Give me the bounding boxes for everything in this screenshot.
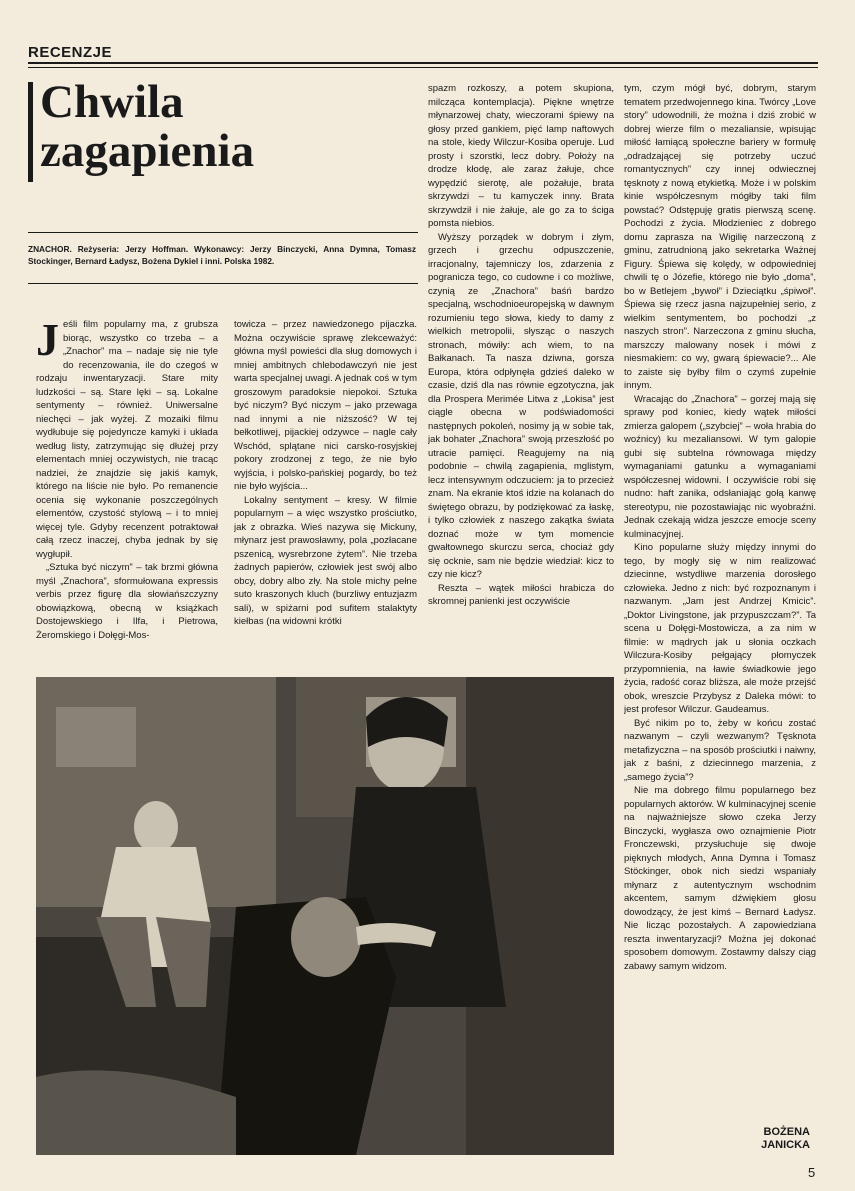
paragraph: Wracając do „Znachora” – gorzej mają się sprawy pod koniec, kiedy wątek miłości zmierza galopem („szybciej” – woła hrabia do woźnicy) ku mezaliansowi. W tym galopie gubi się subtelna równowaga między wymaganiami gatunku a wymaganiami współczesnej widowni. I oczywiście robi się nudno: haft zanika, odsłaniając gołą kanwę stereotypu, nie pozostawiając nic wyobraźni. Jednak czekają widza jeszcze emocje sceny kulminacyjnej. [624, 393, 816, 540]
author-last-name: JANICKA [761, 1139, 810, 1151]
paragraph: tym, czym mógł być, dobrym, starym tematem przedwojennego kina. Twórcy „Love story” udowodnili, że można i dziś zrobić w dobrej wierze film o mezaliansie, wpisując miłość łamiącą społeczne bariery w formułę „odradzającej się potrzeby uczuć romantycznych” czy innej odwiecznej tęsknoty z nową etykietką. Może i w polskim kinie współczesnym mógłby taki film powstać? Odstępuję gratis pierwszą scenę. Pochodzi z życia. Młodzieniec z dobrego domu zaprasza na Wigilię narzeczoną z gminu, zatrudnioną jako sekretarka Ważnej Figury. Śpiewa się kolędy, w odpowiedniej chwili tę o Józefie, którego nie było „doma”, bo w Betlejem „bywoł” i Dzieciątku „śpiwoł”. Śpiewa się rzecz jasna najzupełniej serio, z wielkim sentymentem, bo pochodzi „z naszych stron”. Narzeczona z gminu słucha, marszczy malowany nosek i mówi z niesmakiem: co wy, gwarą śpiewacie?... Ale to zaiste się byłby film o czymś zupełnie innym. [624, 83, 816, 391]
paragraph: Kino popularne służy między innymi do tego, by mogły się w nim realizować dziecinne, wstydliwe marzenia dorosłego człowieka. Jedno z nich: być rozpoznanym i nazwanym. „Jam jest Andrzej Kmicic”. „Doktor Livingstone, jak przypuszczam?”. Ta scena u Dołęgi-Mostowicza, a za nim w filmie: w mądrych jak u słonia oczkach Wilczura-Kosiby pełgający płomyczek przypomnienia, na ławie świadkowie jego życia, radość coraz bliższa, ale może przejść obok, wreszcie Przybysz z Daleka mówi: to jest profesor Wilczur. Gaudeamus. [624, 542, 816, 715]
paragraph: Reszta – wątek miłości hrabicza do skromnej panienki jest oczywiście [428, 582, 614, 607]
headline-rule [28, 232, 418, 233]
header-rule-thin [28, 67, 818, 68]
author-byline [730, 1126, 810, 1152]
paragraph: Nie ma dobrego filmu popularnego bez popularnych aktorów. W kulminacyjnej scenie na najważniejsze słowo czeka Jerzy Binczycki, wygłasza owo oznajmienie Piotr Fronczewski, przysłuchuje się dwoje pięknych młodych, Anna Dymna i Tomasz Stöckinger, obok nich siedzi wspaniały młynarz z autentycznym wschodnim akcentem, samym dźwiękiem głosu dowodzący, że jest kimś – Bernard Ładysz. Nie licząc pozostałych. A zapowiedziana reszta inwentaryzacji? Można jej dokonać sposobem domowym. Zostawmy dalszy ciąg zabawy samym widzom. [624, 785, 816, 972]
header-rule [28, 62, 818, 64]
paragraph: towicza – przez nawiedzonego pijaczka. Można oczywiście sprawę zlekceważyć: główna myśl powieści dla sług domowych i mniej ambitnych chlebodawczyń nie jest warta specjalnej uwagi. A jednak coś w tym groszowym paradoksie niepokoi. Sztuka być niczym? Być niczym – jako przewaga nad innymi a nie niższość? W tej bełkotliwej, pijackiej odzywce – nagle cały Wschód, splątane nici carsko-rosyjskiej pokory zrodzonej z tego, że nie było wyjścia, i polsko-pańskiej pogardy, bo też nie było wyjścia... [234, 319, 417, 492]
column-4 [624, 82, 816, 1122]
headline-line-1: Chwila [40, 76, 184, 128]
column-3 [428, 82, 614, 672]
film-still-photo [36, 677, 614, 1155]
paragraph: „Sztuka być niczym” – tak brzmi główna myśl „Znachora”, sformułowana expressis verbis przez figurę dla słowiańszczyzny obowiązkową, obecną w książkach Dostojewskiego i Ilfa, i Pietrowa, Żeromskiego i Dołęgi-Mos- [36, 562, 218, 641]
film-title: ZNACHOR. [28, 244, 72, 254]
article-headline [40, 78, 430, 176]
drop-cap: J [36, 318, 59, 365]
film-credits [28, 243, 416, 267]
credits-rule [28, 283, 418, 284]
author-first-name: BOŻENA [763, 1126, 810, 1138]
photo-illustration [36, 677, 614, 1155]
headline-line-2: zagapienia [40, 125, 255, 177]
paragraph: Być nikim po to, żeby w końcu zostać nazwanym – czyli wezwanym? Tęsknota metafizyczna – na sposób prościutki i naiwny, jak z baśni, z dziecinnego marzenia, z „samego życia”? [624, 717, 816, 783]
paragraph: Lokalny sentyment – kresy. W filmie popularnym – a więc wszystko prościutko, jak z obrazka. Wieś nazywa się Mickuny, młynarz jest prawosławny, pola „pozłacane pszenicą, wysrebrzone żytem”. Nie trzeba żadnych papierów, człowiek jest swój albo obcy, dobry albo zły. Na stole michy pełne suto kraszonych kluch (burzliwy entuzjazm sali), w spiżarni pod sufitem stalaktyty kiełbas (na widowni krótki [234, 494, 417, 627]
credits-text: Reżyseria: Jerzy Hoffman. Wykonawcy: Jerzy Binczycki, Anna Dymna, Tomasz Stockinger, Bernard Ładysz, Bożena Dykiel i inni. Polska 1982. [28, 244, 416, 266]
column-1 [36, 318, 218, 672]
paragraph: Wyższy porządek w dobrym i złym, grzech i grzechu odpuszczenie, irracjonalny, tajemniczy los, zdarzenia z pogranicza tego, co cudowne i co możliwe, czynią ze „Znachora” baśń bardzo specjalną, wschodnioeuropejską w dawnym rozumieniu tego słowa, kiedy to damy z wielkich metropolii, słysząc o naszych stronach, mówiły: ach wiem, to na Bałkanach. Ta nasza dziwna, gorsza Europa, która odpłynęła gdzieś daleko w czasie, dziś dla nas równie egzotyczna, jak dla Prospera Merimée Litwa z „Lokisa” jest ciągle obecna w podświadomości następnych pokoleń, nosimy ją w sobie tak, jak bohater „Znachora” swoją przeszłość po utracie pamięci. Reagujemy na nią podobnie – chwilą zagapienia, mglistym, lecz intensywnym odczuciem: ja to przecież znam. Na ekranie ktoś idzie na kolanach do świętego obrazu, by podziękować za łaskę, i tylko człowiek z naszego zakątka świata doznać może w tym momencie gwałtownego skurczu serca, chociaż gdy się ocknie, sam nie będzie wiedział: kicz to czy nie kicz? [428, 231, 614, 580]
paragraph-text: eśli film popularny ma, z grubsza biorąc, wszystko co trzeba – a „Znachor” ma – nadaje się nie tyle do recenzowania, ile do czegoś w rodzaju inwentaryzacji. Stare mity ludzkości – są. Stare lęki – są. Lokalne sentymenty – również. Uniwersalne niechęci – jak wyżej. Z mozaiki filmu wydłubuje się pojedyncze kamyki i układa według listy, zatrzymując się dłużej przy elementach mniej oczywistych, nie tracąc nadziei, że znajdzie się jakiś kamyk, którego na liście nie było. Po remanencie ocenia się wykonanie poszczególnych elementów, czystość stylową – i to mniej więcej tyle. Gdyby recenzent potraktował całą rzecz inaczej, chyba jednak by się wygłupił. [36, 319, 218, 560]
page-number: 5 [808, 1165, 816, 1180]
section-label: RECENZJE [28, 44, 113, 61]
paragraph [36, 318, 218, 561]
column-2 [234, 318, 417, 672]
paragraph: spazm rozkoszy, a potem skupiona, milcząca kontemplacja). Piękne wnętrze młynarzowej chaty, wieczorami śpiewy na głosy przed gankiem, pięć lamp naftowych na stole, kiedy Wilczur-Kosiba operuje. Lud prosty i szorstki, lecz dobry. Położy na drodze kłodę, ale zaraz żałuje, chce wypędzić sierotę, ale pożałuje, brata skrzywdzi – tu kamyczek inny. Brata skrzywdził i nie żałuje, ale go za to ściga pomsta niebios. [428, 83, 614, 229]
headline-bar [28, 82, 33, 182]
